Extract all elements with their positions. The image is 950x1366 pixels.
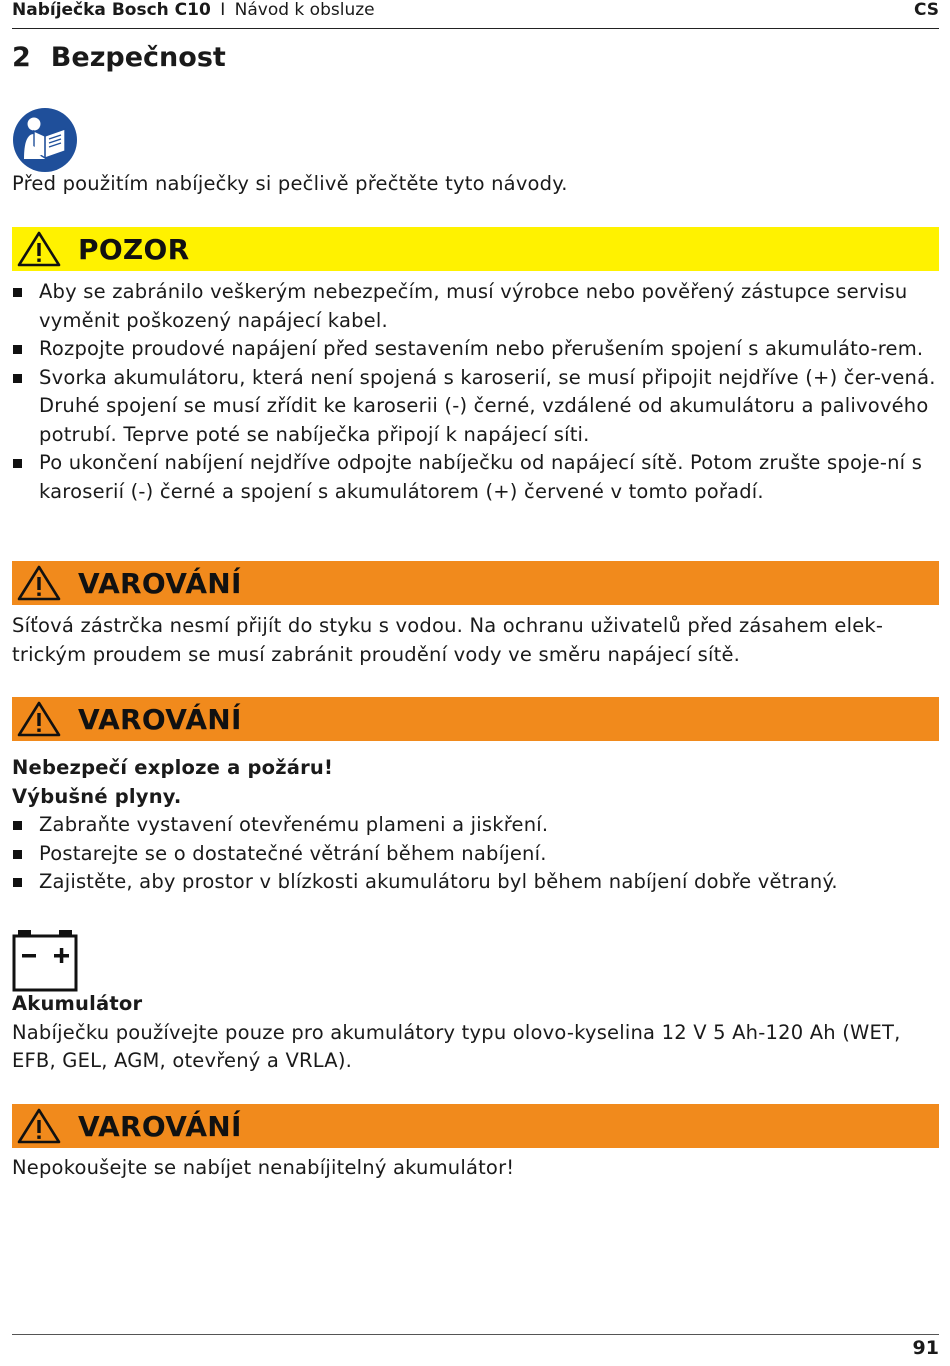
battery-heading: Akumulátor [12, 992, 143, 1015]
header-subtitle: Návod k obsluze [234, 0, 375, 20]
header-left [12, 0, 375, 20]
caution-label: POZOR [78, 232, 190, 266]
section-title-text: Bezpečnost [50, 42, 226, 73]
warning-2-heading-2: Výbušné plyny. [12, 784, 182, 808]
section-number: 2 [12, 42, 31, 73]
header-title: Nabíječka Bosch C10 [12, 0, 211, 20]
list-item: Postarejte se o dostatečné větrání během nabíjení. [12, 840, 939, 869]
intro-text: Před použitím nabíječky si pečlivě přečtěte tyto návody. [12, 172, 568, 195]
warning-triangle-icon [16, 230, 62, 268]
warning-triangle-icon [16, 564, 62, 602]
warning-3-text: Nepokoušejte se nabíjet nenabíjitelný akumulátor! [12, 1156, 515, 1179]
list-item: Svorka akumulátoru, která není spojená s karoserií, se musí připojit nejdříve (+) čer-vená. Druhé spojení se musí zřídit ke karoserii (-) černé, vzdálené od akumulátoru a palivového potrubí. Teprve poté se nabíječka připojí k napájecí síti. [12, 364, 939, 450]
caution-banner [12, 227, 939, 271]
warning-label: VAROVÁNÍ [78, 1109, 242, 1143]
battery-text: Nabíječku používejte pouze pro akumulátory typu olovo-kyselina 12 V 5 Ah-120 Ah (WET, EFB, GEL, AGM, otevřený a VRLA). [12, 1020, 901, 1072]
warning-1-text: Síťová zástrčka nesmí přijít do styku s vodou. Na ochranu uživatelů před zásahem elek-trickým proudem se musí zabránit proudění vody ve směru napájecí sítě. [12, 614, 884, 666]
list-item: Po ukončení nabíjení nejdříve odpojte nabíječku od napájecí sítě. Potom zrušte spoje-ní s karoserií (-) černé a spojení s akumulátorem (+) červené v tomto pořadí. [12, 449, 939, 506]
warning-banner-2 [12, 697, 939, 741]
warning-banner-1 [12, 561, 939, 605]
warning-triangle-icon [16, 1107, 62, 1145]
warning-label: VAROVÁNÍ [78, 566, 242, 600]
caution-list [12, 278, 939, 506]
warning-banner-3 [12, 1104, 939, 1148]
page-header [12, 0, 939, 29]
warning-2-heading-1: Nebezpečí exploze a požáru! [12, 756, 334, 779]
list-item: Aby se zabránilo veškerým nebezpečím, musí výrobce nebo pověřený zástupce servisu vyměnit poškozený napájecí kabel. [12, 278, 939, 335]
header-separator: I [220, 0, 226, 20]
warning-2-list [12, 811, 939, 897]
header-language: CS [913, 0, 939, 20]
list-item: Zabraňte vystavení otevřenému plameni a jiskření. [12, 811, 939, 840]
warning-triangle-icon [16, 700, 62, 738]
battery-icon [12, 928, 78, 994]
page-number: 91 [912, 1337, 939, 1359]
list-item: Zajistěte, aby prostor v blízkosti akumulátoru byl během nabíjení dobře větraný. [12, 868, 939, 897]
battery-section [12, 990, 939, 1076]
section-title [12, 40, 226, 76]
list-item: Rozpojte proudové napájení před sestavením nebo přerušením spojení s akumuláto-rem. [12, 335, 939, 364]
read-manual-icon [12, 107, 78, 173]
footer-divider [12, 1334, 939, 1335]
warning-label: VAROVÁNÍ [78, 702, 242, 736]
warning-2-content [12, 754, 939, 897]
